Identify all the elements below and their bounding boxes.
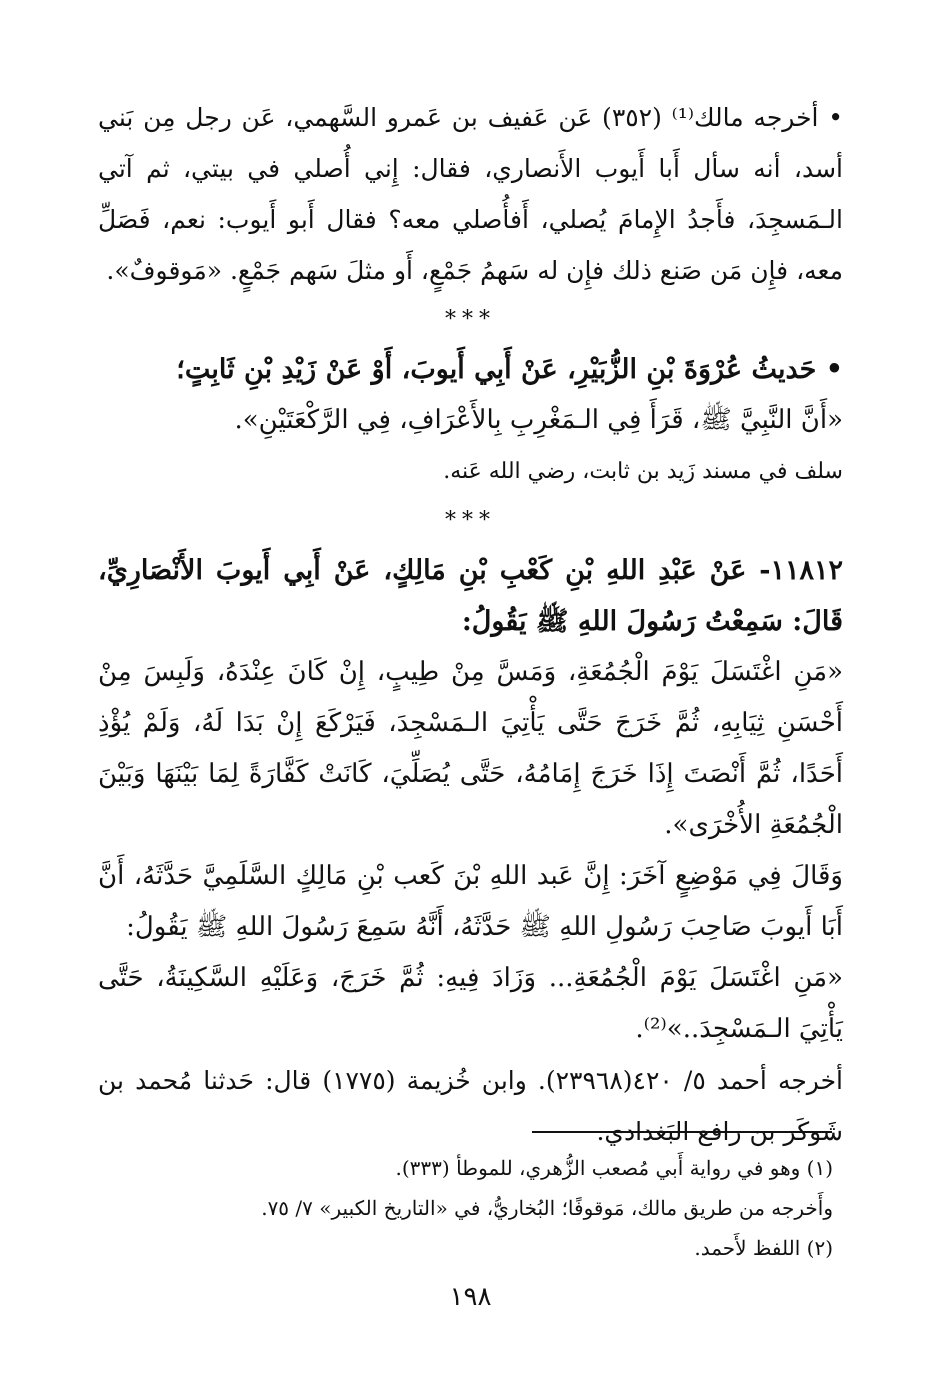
- section-separator: ***: [445, 307, 496, 332]
- paragraph-second-text: «مَنِ اغْتَسَلَ يَوْمَ الْجُمُعَةِ... وَزَادَ فِيهِ: ثُمَّ خَرَجَ، وَعَلَيْهِ السَّكِينَةُ، حَتَّى يَأْتِيَ الـمَسْجِدَ..»⁽²⁾.: [98, 963, 843, 1044]
- page-body: [98, 92, 843, 1157]
- paragraph-second-chain: وَقَالَ فِي مَوْضِعٍ آخَرَ: إِنَّ عَبد اللهِ بْنَ كَعب بْنِ مَالِكٍ السَّلَمِيَّ حَدَّثَهُ، أَنَّ أَبَا أَيوبَ صَاحِبَ رَسُولِ اللهِ ﷺ حَدَّثَهُ، أَنَّهُ سَمِعَ رَسُولَ اللهِ ﷺ يَقُولُ:: [98, 861, 843, 942]
- paragraph-hadith-11812-chain: ١١٨١٢- عَنْ عَبْدِ اللهِ بْنِ كَعْبِ بْنِ مَالِكٍ، عَنْ أَبِي أَيوبَ الأَنْصَارِيِّ، قَالَ: سَمِعْتُ رَسُولَ اللهِ ﷺ يَقُولُ:: [98, 555, 843, 637]
- footnotes: [98, 1148, 833, 1268]
- paragraph-malik-report: • أخرجه مالك⁽¹⁾ (٣٥٢) عَن عَفيف بن عَمرو السَّهمي، عَن رجل مِن بَني أسد، أنه سأل أَبا أَيوب الأَنصاري، فقال: إِني أُصلي في بيتي، ثم آتي الـمَسجِدَ، فأَجدُ الإِمامَ يُصلي، أَفأُصلي معه؟ فقال أَبو أَيوب: نعم، فَصَلِّ معه، فإِن مَن صَنع ذلك فإِن له سَهمُ جَمْعٍ، أَو مثلَ سَهم جَمْعٍ. «مَوقوفٌ».: [98, 103, 843, 285]
- paragraph-urwa-hadith-text: «أَنَّ النَّبِيَّ ﷺ، قَرَأَ فِي الـمَغْرِبِ بِالأَعْرَافِ، فِي الرَّكْعَتَيْنِ».: [234, 405, 843, 435]
- paragraph-takhrij: أخرجه أحمد ٥/ ٤٢٠(٢٣٩٦٨). وابن خُزيمة (١٧٧٥) قال: حَدثنا مُحمد بن شَوكَر بن رافع البَغدادي.: [98, 1066, 843, 1146]
- page-number: ١٩٨: [449, 1282, 492, 1312]
- section-separator: ***: [445, 508, 496, 533]
- footnote-1: (١) وهو في رواية أَبي مُصعب الزُّهري، للموطأ (٣٣٣).: [395, 1156, 833, 1180]
- footnote-divider: [532, 1131, 832, 1133]
- footnote-2: (٢) اللفظ لأَحمد.: [694, 1236, 833, 1260]
- footnote-1-continued: وأَخرجه من طريق مالك، مَوقوفًا؛ البُخاريُّ، في «التاريخ الكبير» ٧/ ٧٥.: [261, 1196, 833, 1220]
- paragraph-cross-reference: سلف في مسند زَيد بن ثابت، رضي الله عَنه.: [443, 459, 843, 484]
- paragraph-urwa-hadith-title: • حَديثُ عُرْوَةَ بْنِ الزُّبَيْرِ، عَنْ أَبِي أَيوبَ، أَوْ عَنْ زَيْدِ بْنِ ثَابِتٍ؛: [176, 354, 843, 385]
- paragraph-hadith-11812-text: «مَنِ اغْتَسَلَ يَوْمَ الْجُمُعَةِ، وَمَسَّ مِنْ طِيبٍ، إِنْ كَانَ عِنْدَهُ، وَلَبِسَ مِنْ أَحْسَنِ ثِيَابِهِ، ثُمَّ خَرَجَ حَتَّى يَأْتِيَ الـمَسْجِدَ، فَيَرْكَعَ إِنْ بَدَا لَهُ، وَلَمْ يُؤْذِ أَحَدًا، ثُمَّ أَنْصَتَ إِذَا خَرَجَ إِمَامُهُ، حَتَّى يُصَلِّيَ، كَانَتْ كَفَّارَةً لِمَا بَيْنَهَا وَبَيْنَ الْجُمُعَةِ الأُخْرَى».: [98, 657, 843, 840]
